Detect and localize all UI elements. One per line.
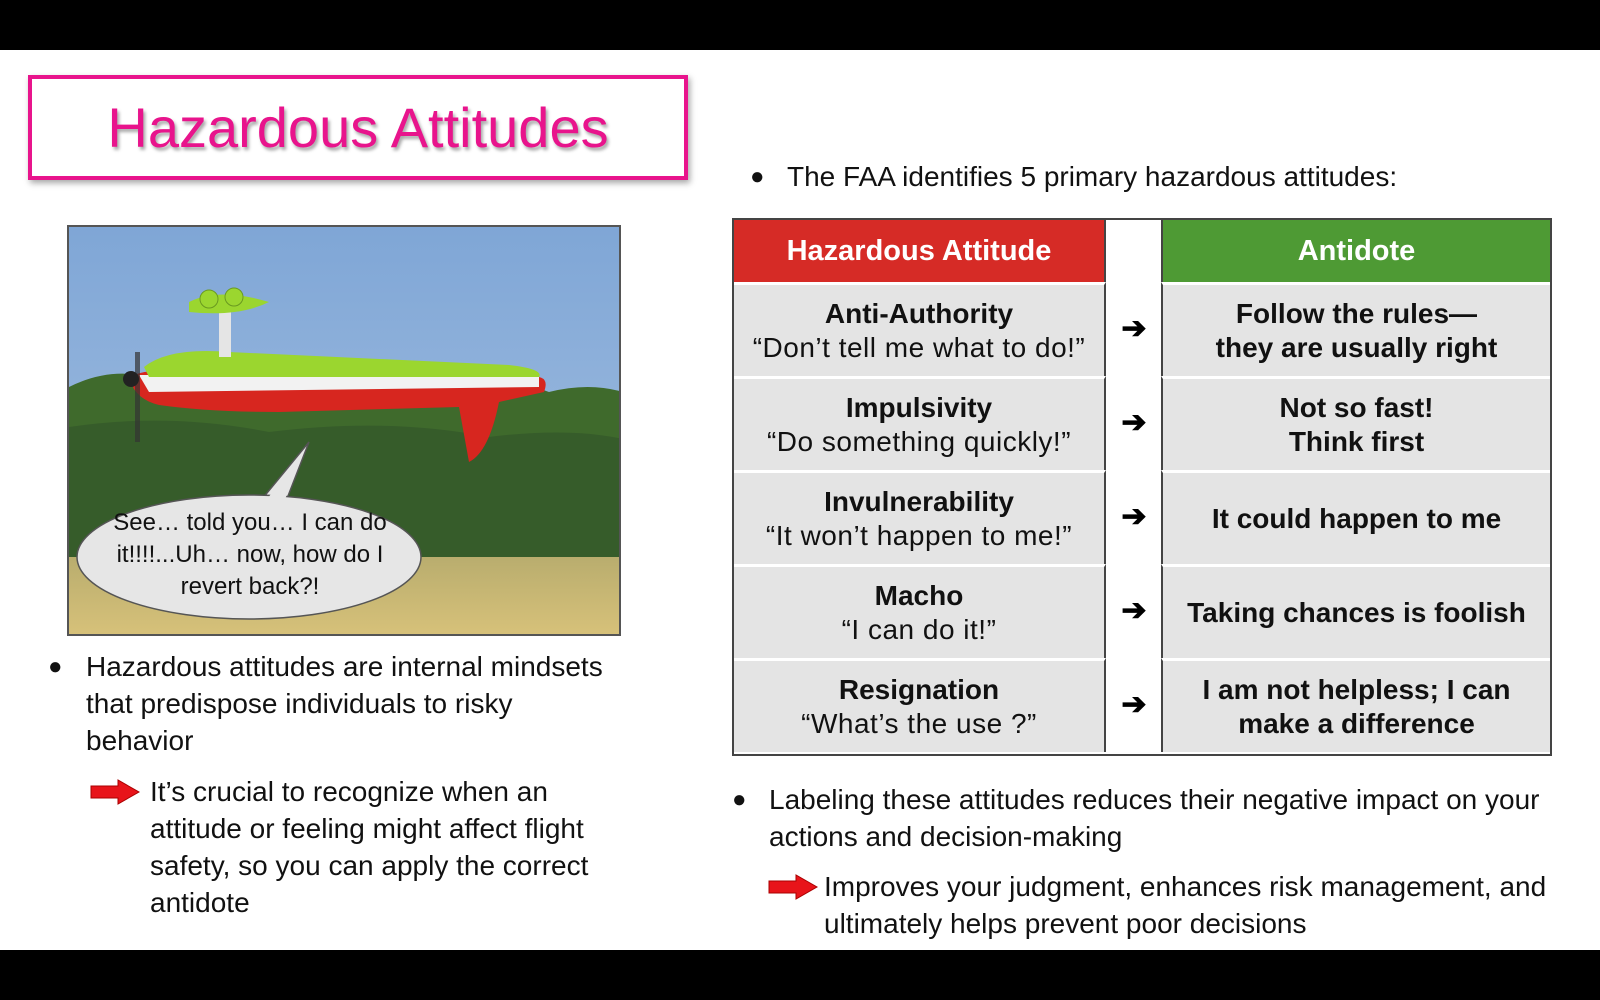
- right-arrow-icon: ➔: [1121, 312, 1147, 345]
- bullet-dot-icon: ●: [732, 786, 747, 813]
- right-sub-bullet-text: Improves your judgment, enhances risk management, and ultimately helps prevent poor decisions: [824, 871, 1547, 939]
- bullet-dot-icon: ●: [48, 653, 63, 680]
- attitude-name: Anti-Authority: [824, 297, 1014, 329]
- header-hazardous-attitude: Hazardous Attitude: [734, 220, 1106, 282]
- antidote-text: I am not helpless; I can make a difference: [1202, 673, 1511, 739]
- attitude-quote: “I can do it!”: [841, 613, 997, 645]
- antidote-cell: [1161, 564, 1550, 658]
- slide-title: Hazardous Attitudes: [107, 96, 609, 159]
- left-sub-bullet-text: It’s crucial to recognize when an attitude or feeling might affect flight safety, so you can apply the correct antidote: [150, 776, 589, 918]
- left-bullet-text: Hazardous attitudes are internal mindsets that predispose individuals to risky behavior: [86, 651, 603, 756]
- red-arrow-icon: [768, 874, 818, 900]
- red-arrow-icon: [90, 779, 140, 805]
- attitude-cell: [734, 282, 1106, 376]
- attitude-cell: [734, 658, 1106, 752]
- antidote-text: Follow the rules— they are usually right: [1215, 297, 1498, 363]
- attitude-name: Macho: [874, 579, 964, 611]
- right-arrow-icon: ➔: [1121, 406, 1147, 439]
- slide: [0, 50, 1600, 950]
- speech-bubble-text: See… told you… I can do it!!!!...Uh… now, how do I revert back?!: [113, 509, 387, 600]
- antidote-text: Not so fast! Think first: [1279, 391, 1434, 457]
- attitude-quote: “Do something quickly!”: [766, 425, 1072, 457]
- attitude-cell: [734, 470, 1106, 564]
- attitude-quote: “What’s the use ?”: [801, 707, 1037, 739]
- antidote-cell: [1161, 376, 1550, 470]
- header-antidote: Antidote: [1161, 220, 1550, 282]
- antidote-cell: [1161, 470, 1550, 564]
- attitude-quote: “Don’t tell me what to do!”: [752, 331, 1086, 363]
- right-arrow-icon: ➔: [1121, 688, 1147, 721]
- attitude-name: Impulsivity: [845, 391, 993, 423]
- right-arrow-icon: ➔: [1121, 594, 1147, 627]
- attitude-cell: [734, 376, 1106, 470]
- right-arrow-icon: ➔: [1121, 500, 1147, 533]
- bullet-dot-icon: ●: [750, 163, 765, 190]
- antidote-text: It could happen to me: [1211, 502, 1502, 534]
- title-box: [28, 75, 688, 180]
- attitude-quote: “It won’t happen to me!”: [765, 519, 1073, 551]
- attitudes-table: [732, 218, 1552, 756]
- right-intro-text: The FAA identifies 5 primary hazardous attitudes:: [787, 161, 1398, 192]
- antidote-cell: [1161, 658, 1550, 752]
- antidote-cell: [1161, 282, 1550, 376]
- attitude-cell: [734, 564, 1106, 658]
- attitude-name: Invulnerability: [824, 485, 1014, 517]
- right-bullet-text: Labeling these attitudes reduces their negative impact on your actions and decision-making: [769, 784, 1540, 852]
- antidote-text: Taking chances is foolish: [1187, 596, 1526, 628]
- attitude-name: Resignation: [838, 673, 1000, 705]
